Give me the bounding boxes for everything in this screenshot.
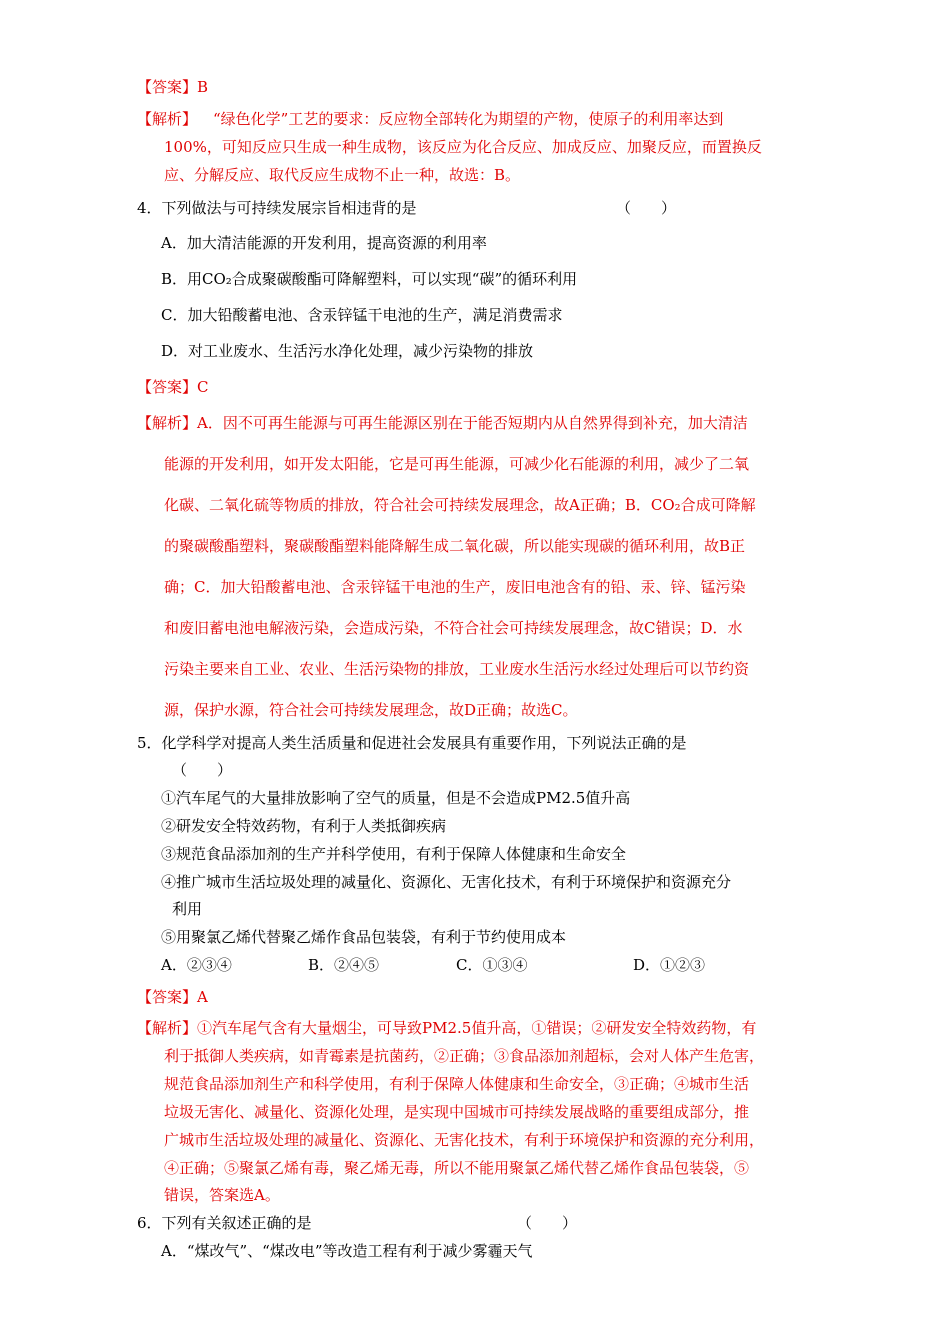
q4-analysis-line-5: 确；C．加大铅酸蓄电池、含汞锌锰干电池的生产，废旧电池含有的铅、汞、锌、锰污染: [164, 578, 746, 596]
q5-analysis-line-6: ④正确；⑤聚氯乙烯有毒，聚乙烯无毒，所以不能用聚氯乙烯代替乙烯作食品包装袋，⑤: [164, 1159, 750, 1177]
q5-choice-c: C．①③④: [456, 956, 528, 974]
q4-analysis-line-3: 化碳、二氧化硫等物质的排放，符合社会可持续发展理念，故A正确；B．CO₂合成可降解: [164, 496, 756, 514]
q6-option-a: A．“煤改气”、“煤改电”等改造工程有利于减少雾霾天气: [161, 1242, 533, 1260]
q5-stem: 5．化学科学对提高人类生活质量和促进社会发展具有重要作用，下列说法正确的是: [137, 734, 687, 752]
q6-stem: 6．下列有关叙述正确的是: [137, 1214, 312, 1232]
q3-answer-line: [137, 77, 208, 97]
q5-analysis-line-5: 广城市生活垃圾处理的减量化、资源化、无害化技术，有利于环境保护和资源的充分利用，: [164, 1131, 765, 1149]
analysis-tag: 【解析】: [137, 414, 198, 432]
q5-item-5: ⑤用聚氯乙烯代替聚乙烯作食品包装袋，有利于节约使用成本: [161, 928, 567, 946]
analysis-tag: 【解析】: [137, 1019, 198, 1037]
analysis-tag: 【解析】: [137, 110, 198, 128]
q4-analysis-text: A．因不可再生能源与可再生能源区别在于能否短期内从自然界得到补充，加大清洁: [197, 414, 748, 432]
q5-analysis-line-7: 错误，答案选A。: [164, 1186, 280, 1204]
q5-choice-d: D．①②③: [633, 956, 706, 974]
q4-option-c: C．加大铅酸蓄电池、含汞锌锰干电池的生产，满足消费需求: [161, 306, 563, 324]
q4-analysis-line-6: 和废旧蓄电池电解液污染，会造成污染，不符合社会可持续发展理念，故C错误；D．水: [164, 619, 743, 637]
q5-analysis-text: ①汽车尾气含有大量烟尘，可导致PM2.5值升高，①错误；②研发安全特效药物，有: [197, 1019, 757, 1037]
q4-option-b: B．用CO₂合成聚碳酸酯可降解塑料，可以实现“碳”的循环利用: [161, 270, 578, 288]
q4-option-d: D．对工业废水、生活污水净化处理，减少污染物的排放: [161, 342, 534, 360]
q5-paren: （ ）: [172, 761, 233, 779]
q5-item-1: ①汽车尾气的大量排放影响了空气的质量，但是不会造成PM2.5值升高: [161, 789, 631, 807]
q4-answer-line: [137, 377, 209, 397]
q5-item-4: ④推广城市生活垃圾处理的减量化、资源化、无害化技术，有利于环境保护和资源充分: [161, 873, 732, 891]
q4-analysis-line-8: 源，保护水源，符合社会可持续发展理念，故D正确；故选C。: [164, 701, 578, 719]
answer-tag: 【答案】: [137, 988, 198, 1006]
q5-choice-a: A．②③④: [161, 956, 232, 974]
q4-analysis-line-7: 污染主要来自工业、农业、生活污染物的排放，工业废水生活污水经过处理后可以节约资: [164, 660, 750, 678]
q4-analysis-line-2: 能源的开发利用，如开发太阳能，它是可再生能源，可减少化石能源的利用，减少了二氧: [164, 455, 750, 473]
q3-analysis-text: “绿色化学”工艺的要求：反应物全部转化为期望的产物，使原子的利用率达到: [213, 110, 724, 128]
q4-option-a: A．加大清洁能源的开发利用，提高资源的利用率: [161, 234, 487, 252]
q3-analysis-line-1: [137, 109, 723, 129]
q4-analysis-line-4: 的聚碳酸酯塑料，聚碳酸酯塑料能降解生成二氧化碳，所以能实现碳的循环利用，故B正: [164, 537, 746, 555]
q4-analysis-line-1: [137, 413, 748, 433]
q5-answer-line: [137, 987, 208, 1007]
answer-tag: 【答案】: [137, 378, 198, 396]
q5-item-4-cont: 利用: [172, 900, 203, 918]
q5-choice-b: B．②④⑤: [308, 956, 380, 974]
q4-paren: （ ）: [616, 199, 677, 217]
q5-analysis-line-4: 垃圾无害化、减量化、资源化处理，是实现中国城市可持续发展战略的重要组成部分，推: [164, 1103, 750, 1121]
answer-tag: 【答案】: [137, 78, 198, 96]
q4-stem: 4．下列做法与可持续发展宗旨相违背的是: [137, 199, 417, 217]
q5-answer: A: [197, 988, 208, 1006]
q5-item-2: ②研发安全特效药物，有利于人类抵御疾病: [161, 817, 447, 835]
q6-paren: （ ）: [517, 1214, 578, 1232]
q4-answer: C: [197, 378, 209, 396]
q3-answer: B: [197, 78, 209, 96]
q3-analysis-line-3: 应、分解反应、取代反应生成物不止一种，故选：B。: [164, 166, 521, 184]
q5-analysis-line-3: 规范食品添加剂生产和科学使用，有利于保障人体健康和生命安全，③正确；④城市生活: [164, 1075, 750, 1093]
q5-item-3: ③规范食品添加剂的生产并科学使用，有利于保障人体健康和生命安全: [161, 845, 627, 863]
q5-analysis-line-2: 利于抵御人类疾病，如青霉素是抗菌药，②正确；③食品添加剂超标，会对人体产生危害，: [164, 1047, 765, 1065]
q5-analysis-line-1: [137, 1018, 756, 1038]
q3-analysis-line-2: 100%，可知反应只生成一种生成物，该反应为化合反应、加成反应、加聚反应，而置换反: [164, 138, 762, 156]
